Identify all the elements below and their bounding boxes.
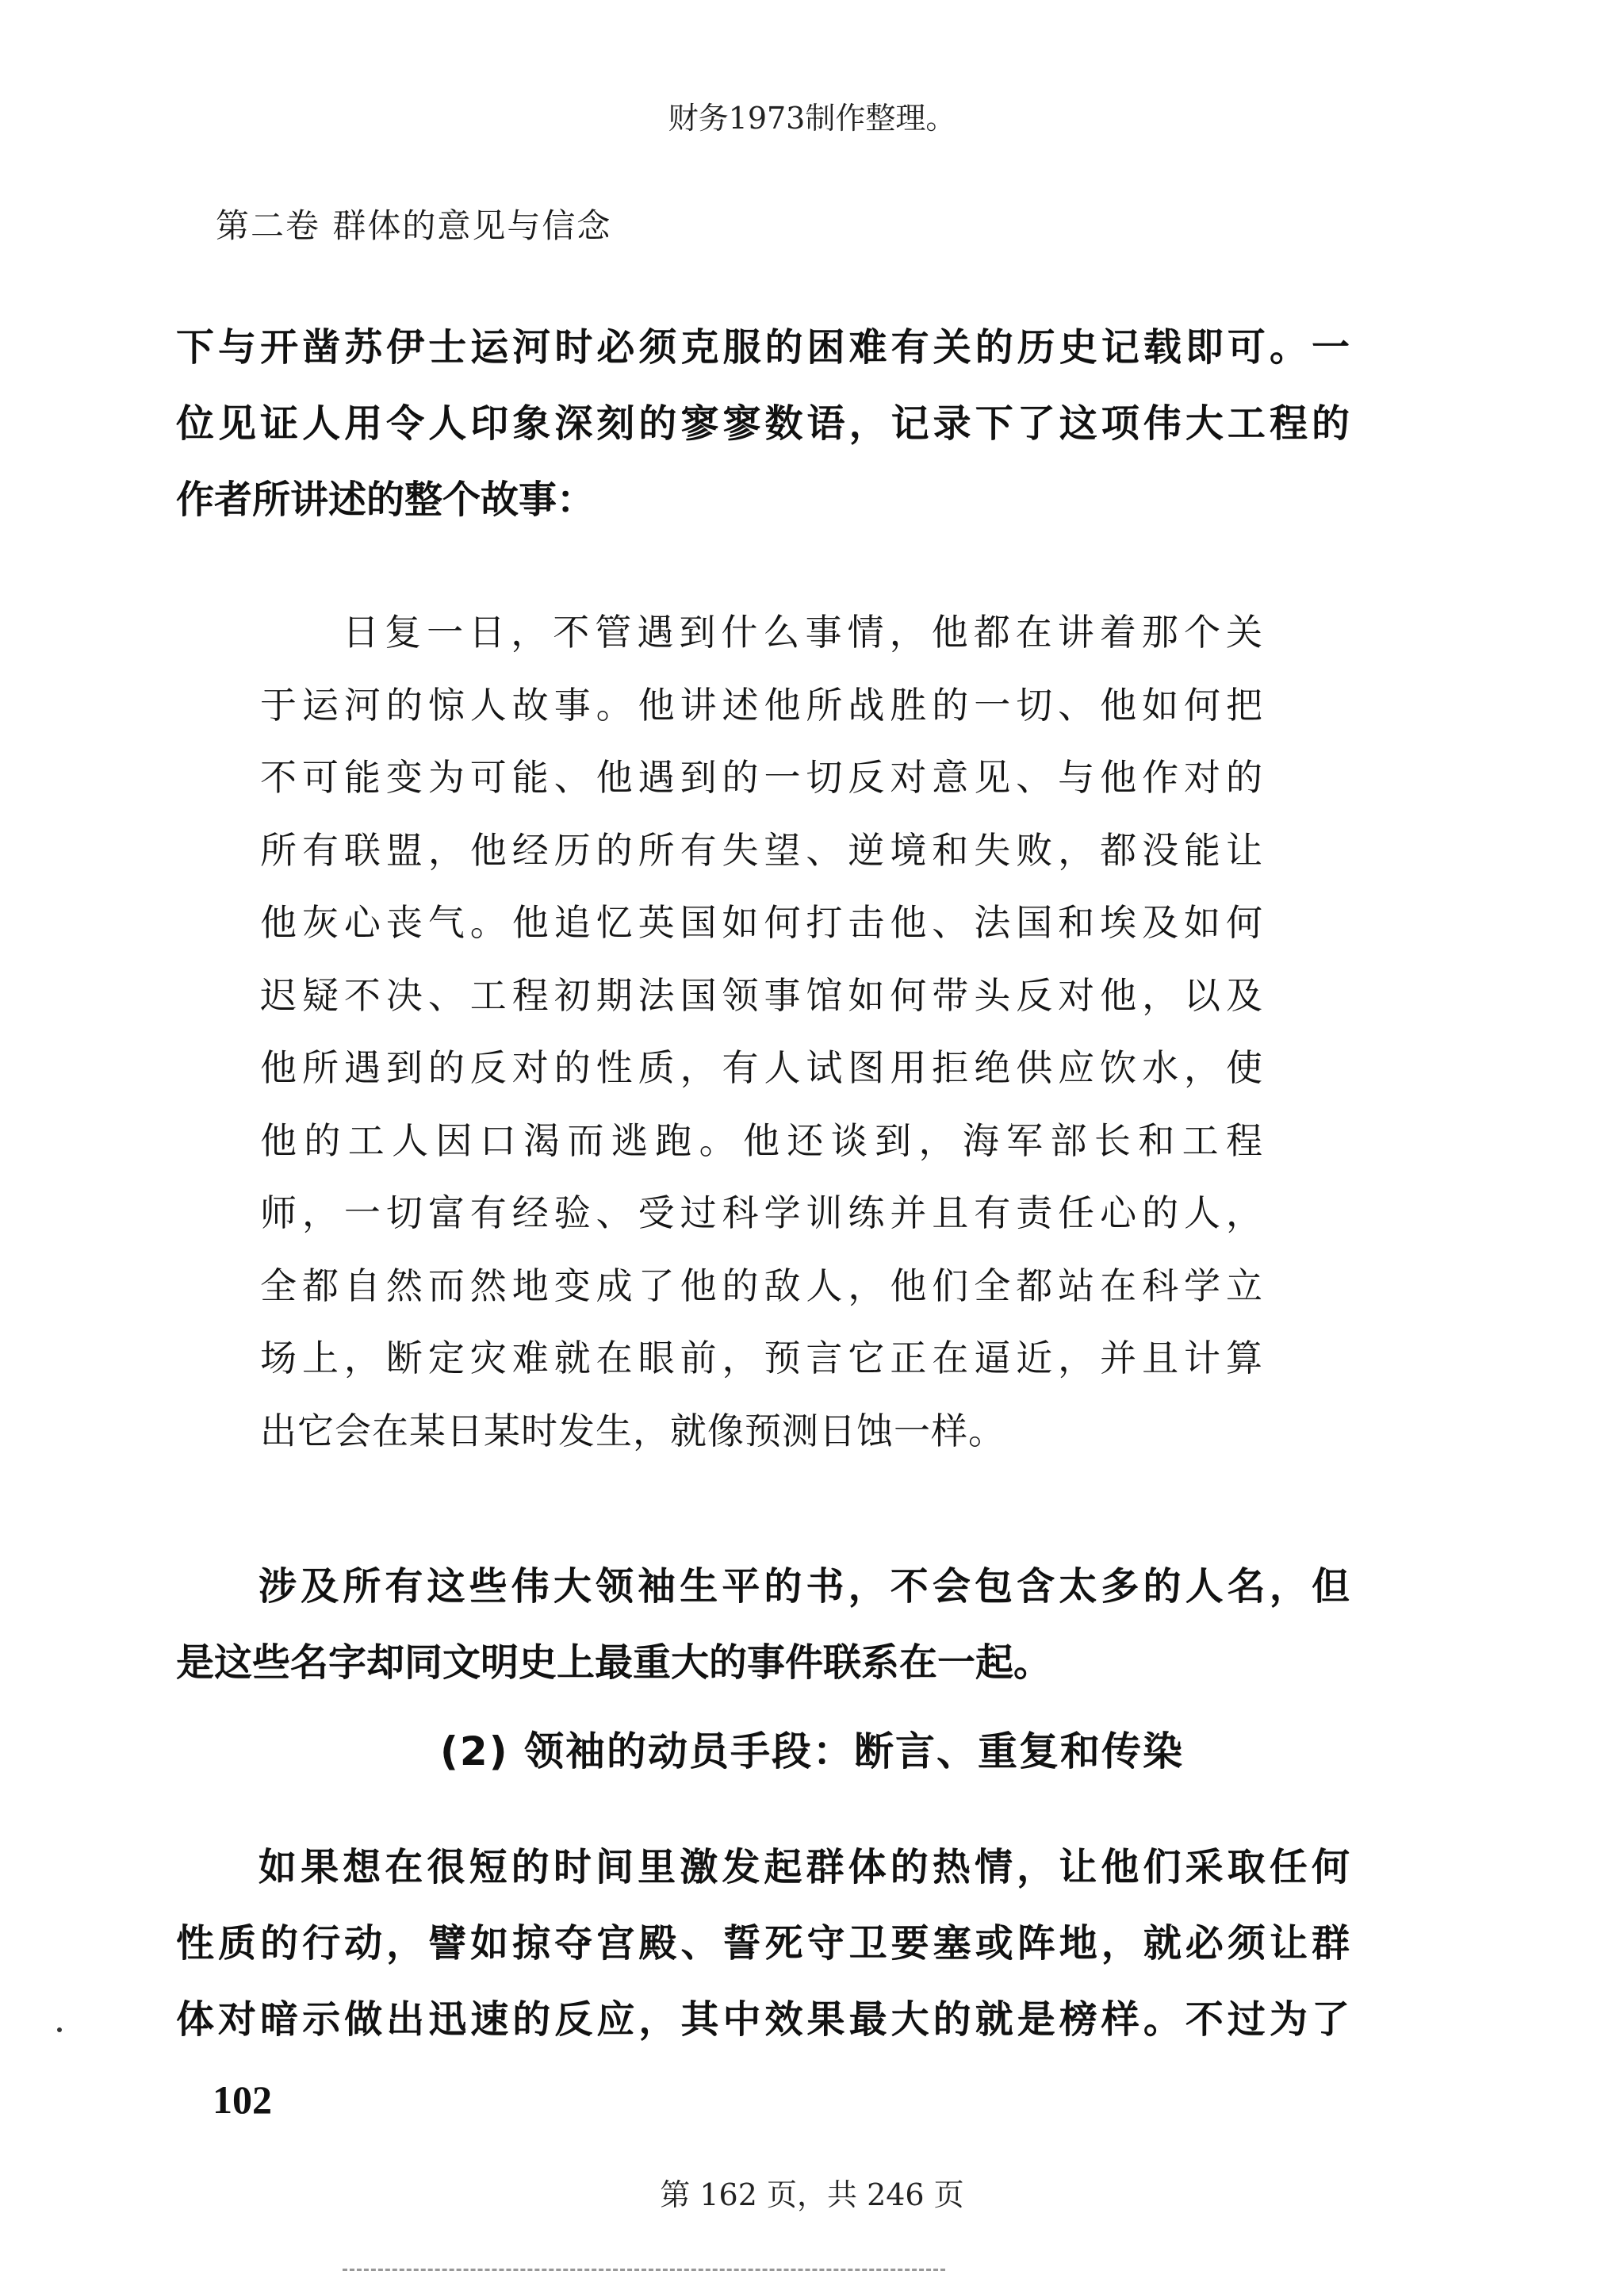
paragraph-line: 如果想在很短的时间里激发起群体的热情，让他们采取任何	[259, 1845, 1350, 1889]
paragraph-1	[176, 309, 1350, 538]
quote-line: 场上，断定灾难就在眼前，预言它正在逼近，并且计算	[260, 1337, 1263, 1379]
quote-line: 全都自然而然地变成了他的敌人，他们全都站在科学立	[260, 1264, 1263, 1307]
pdf-page-indicator: 第 162 页，共 246 页	[660, 2177, 964, 2212]
section-heading: (2) 领袖的动员手段：断言、重复和传染	[440, 1728, 1184, 1774]
quote-line: 所有联盟，他经历的所有失望、逆境和失败，都没能让	[260, 828, 1263, 872]
quote-line: 日复一日，不管遇到什么事情，他都在讲着那个关	[343, 611, 1263, 654]
watermark-text: 财务1973制作整理。	[668, 101, 956, 136]
paragraph-line: 性质的行动，譬如掠夺宫殿、誓死守卫要塞或阵地，就必须让群	[176, 1921, 1350, 1966]
quote-line: 迟疑不决、工程初期法国领事馆如何带头反对他，以及	[260, 973, 1263, 1017]
scan-speck	[57, 2027, 62, 2032]
paragraph-line: 作者所讲述的整个故事：	[176, 478, 596, 522]
quote-line: 他的工人因口渴而逃跑。他还谈到，海军部长和工程	[260, 1118, 1263, 1162]
paragraph-line: 位见证人用令人印象深刻的寥寥数语，记录下了这项伟大工程的	[176, 401, 1350, 446]
running-head: 第二卷 群体的意见与信念	[216, 206, 612, 245]
paragraph-line: 体对暗示做出迅速的反应，其中效果最大的就是榜样。不过为了	[176, 1997, 1350, 2042]
quote-line: 他灰心丧气。他追忆英国如何打击他、法国和埃及如何	[260, 901, 1263, 944]
paragraph-line: 下与开凿苏伊士运河时必须克服的困难有关的历史记载即可。一	[176, 325, 1350, 370]
paragraph-3	[176, 1829, 1350, 2058]
scan-artifact-line	[343, 2269, 945, 2271]
quote-line: 他所遇到的反对的性质，有人试图用拒绝供应饮水，使	[260, 1046, 1263, 1089]
quote-line: 于运河的惊人故事。他讲述他所战胜的一切、他如何把	[260, 683, 1263, 727]
block-quote	[260, 596, 1263, 1467]
book-page-number: 102	[213, 2077, 272, 2122]
quote-line: 出它会在某日某时发生，就像预测日蚀一样。	[260, 1409, 1005, 1452]
quote-line: 不可能变为可能、他遇到的一切反对意见、与他作对的	[260, 756, 1263, 799]
quote-line: 师，一切富有经验、受过科学训练并且有责任心的人，	[260, 1191, 1263, 1234]
paragraph-2	[176, 1548, 1350, 1701]
paragraph-line: 是这些名字却同文明史上最重大的事件联系在一起。	[176, 1640, 1052, 1685]
paragraph-line: 涉及所有这些伟大领袖生平的书，不会包含太多的人名，但	[259, 1564, 1350, 1609]
